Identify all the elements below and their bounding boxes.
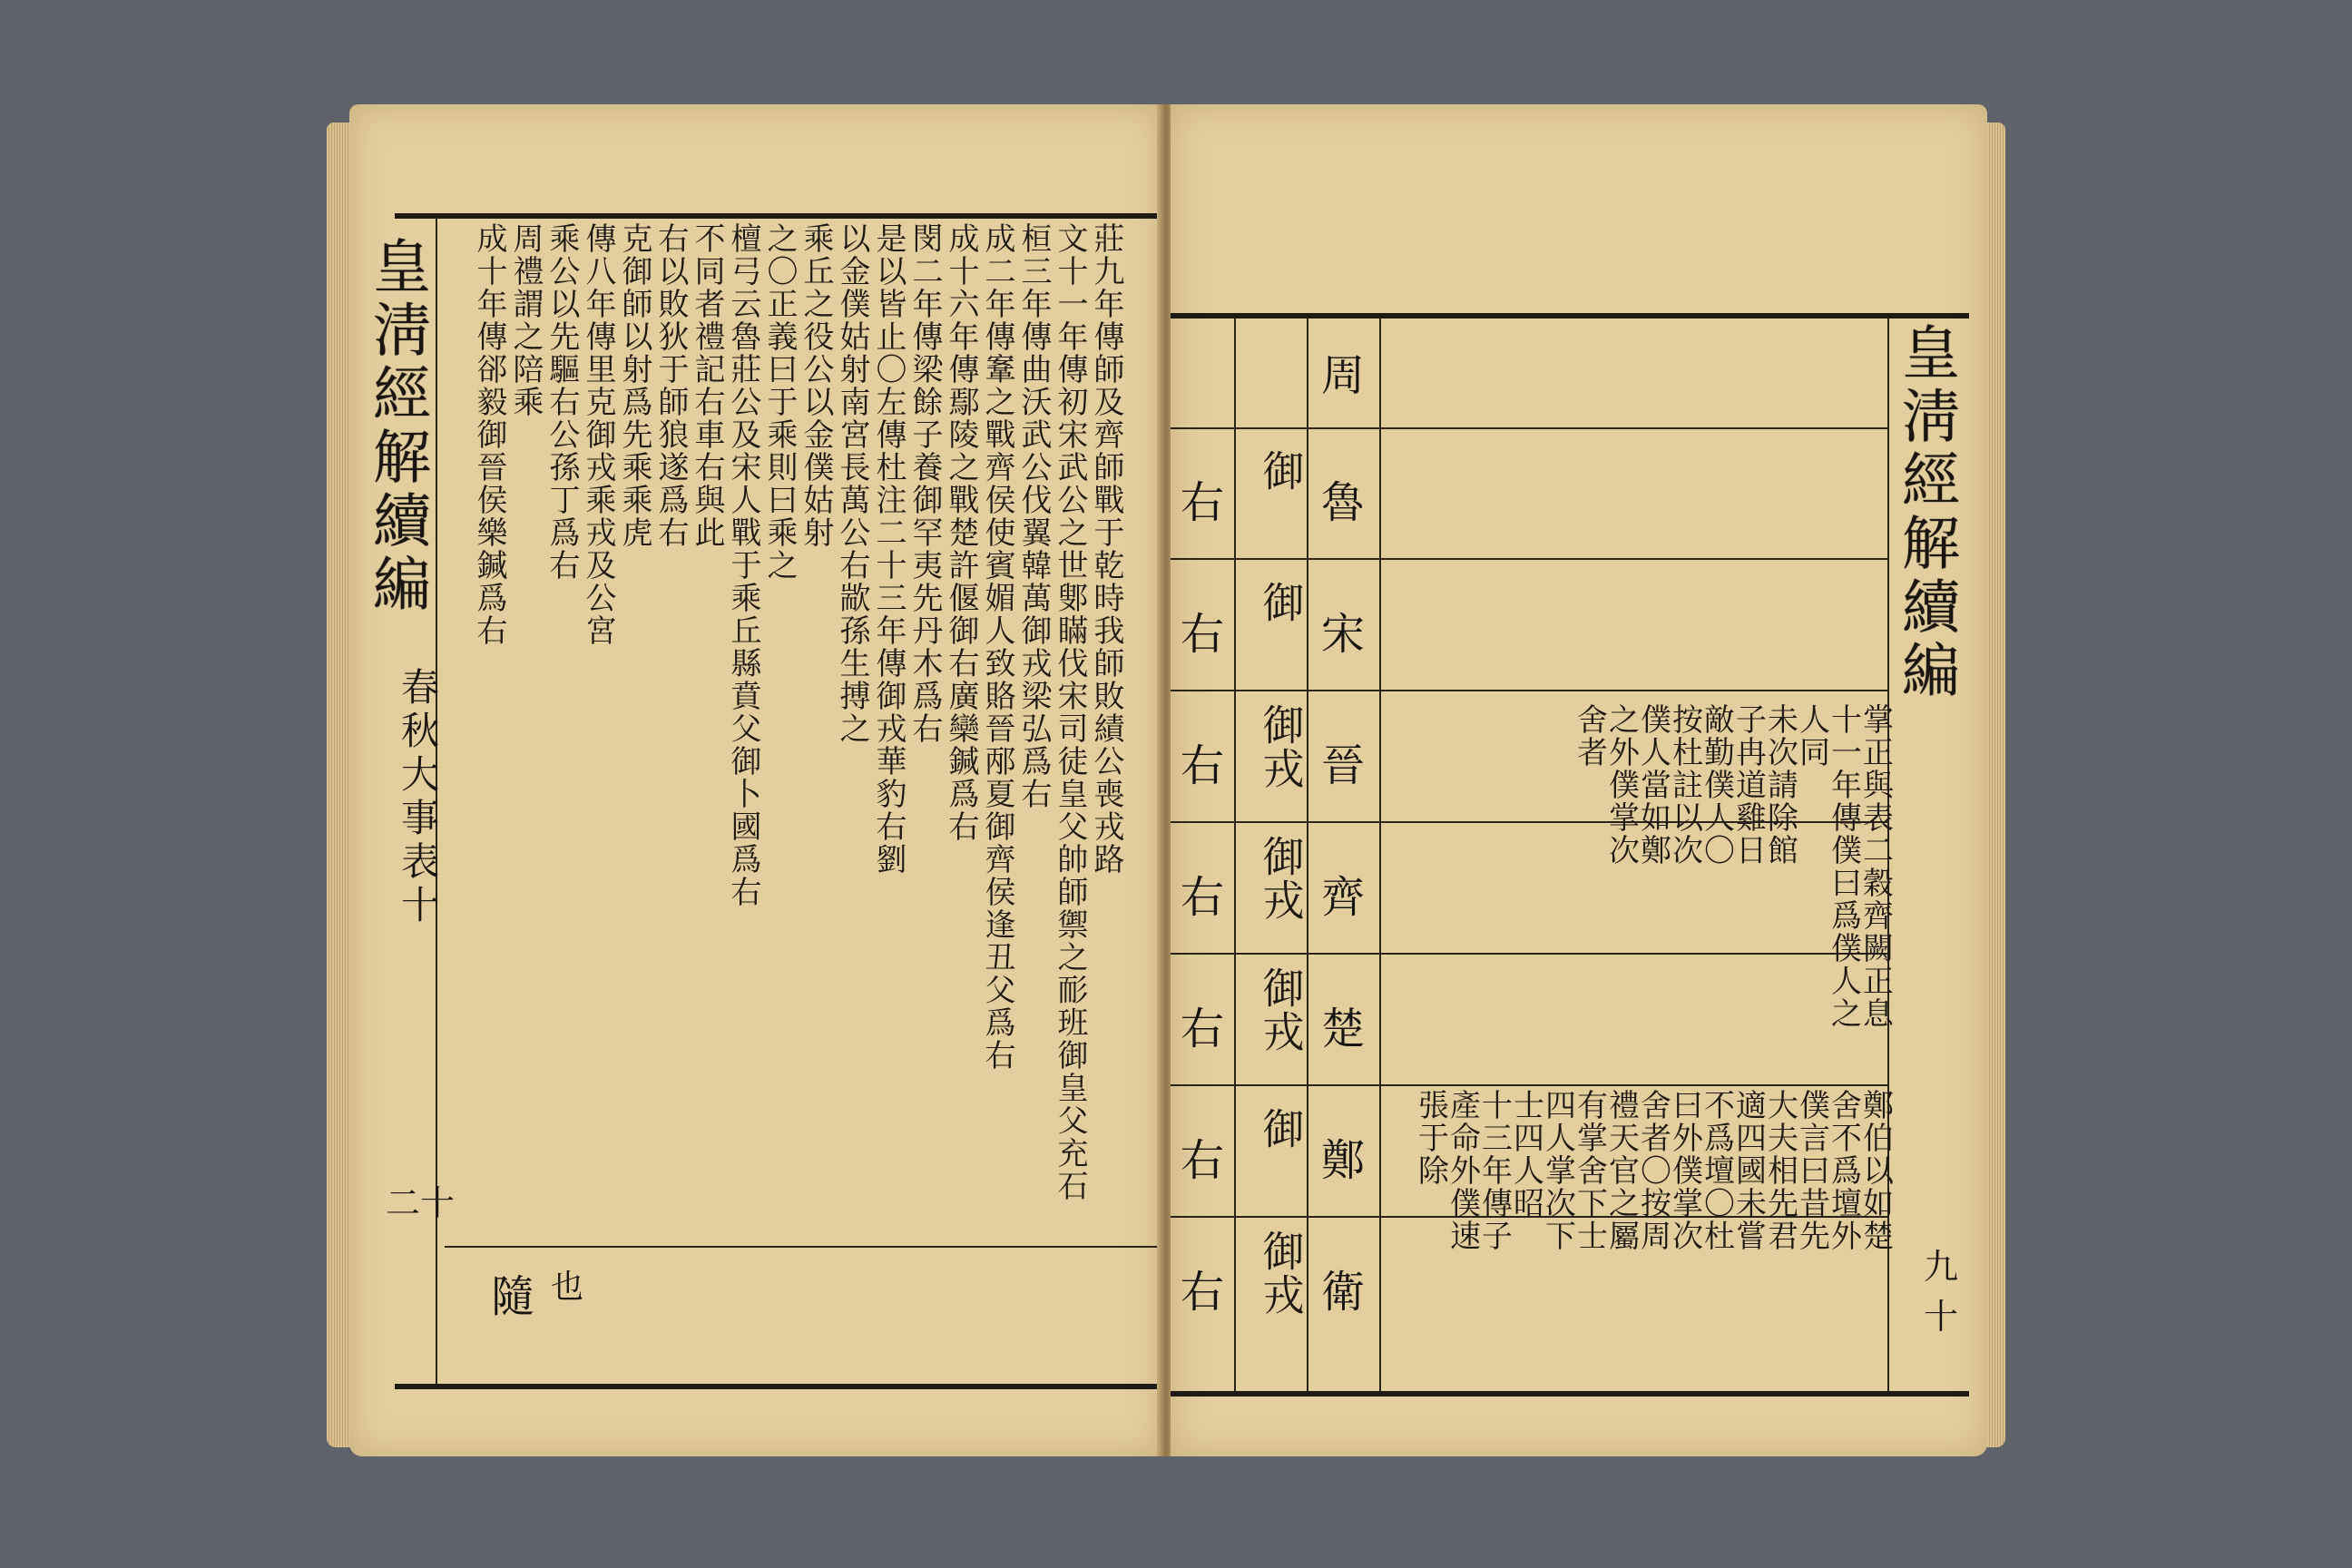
note-column-21: 四人掌次下 [1539,1089,1576,1252]
note-column-19: 禮天官之屬 [1602,1089,1640,1252]
top-rule-right [1171,313,1969,318]
state-lu: 魯 [1320,477,1365,528]
yu-cell-7: 御戎 [1256,1230,1306,1317]
note-column-6: 敵勤僕人〇 [1698,703,1735,867]
page-subtitle: 春秋大事表十 [396,667,440,928]
note-column-2: 十一年傳僕曰爲僕人之 [1825,703,1862,1030]
you-cell-2: 右 [1180,609,1224,660]
lower-column-5: 周禮謂之陪乘 [507,222,544,418]
folio-number-right: 九十 [1924,1247,1959,1337]
lower-column-4: 乘公以先驅右公孫丁爲右 [544,222,580,582]
lower-column-2: 克御師以射爲先乘乘虎 [616,222,652,549]
lower-column-6: 成十年傳郤毅御晉侯樂鍼爲右 [471,222,507,647]
note-column-1: 掌正與表二穀齊闕正息 [1857,703,1894,1030]
note-column-5: 子冉道雞日 [1730,703,1767,867]
commentary-column-2: 文十一年傳初宋武公之世鄋瞞伐宋司徒皇父帥師禦之耏班御皇父充石 [1052,222,1088,1202]
note-column-24: 產命外僕速 [1444,1089,1481,1252]
you-cell-5: 右 [1180,1004,1224,1054]
state-qi: 齊 [1320,872,1365,923]
grid-row-2 [1171,558,1887,560]
footer-entry: 隨 [490,1271,534,1322]
state-zheng: 鄭 [1320,1135,1365,1186]
state-zhou: 周 [1320,350,1365,401]
left-page [349,104,1161,1456]
note-column-17: 曰外僕掌次 [1666,1089,1703,1252]
commentary-column-4: 成二年傳鞌之戰齊侯使賓媚人致賂晉邴夏御齊侯逢丑父爲右 [979,222,1015,1072]
page-title-right: 皇淸經解續編 [1892,322,1959,703]
commentary-column-5: 成十六年傳鄢陵之戰楚許偃御右廣欒鍼爲右 [943,222,979,843]
page-title: 皇淸經解續編 [363,236,430,617]
note-column-8: 僕人當如鄭 [1634,703,1671,867]
state-jin: 晉 [1320,740,1365,791]
you-cell-3: 右 [1180,740,1224,791]
commentary-column-7: 是以皆止〇左傳杜注二十三年傳御戎華豹右劉 [870,222,906,876]
grid-row-1 [1171,427,1887,429]
you-cell-6: 右 [1180,1135,1224,1186]
yu-cell-3: 御戎 [1256,703,1306,790]
lower-column-3: 傳八年傳里克御戎乘戎及公宮 [580,222,616,647]
grid-row-5 [1171,953,1887,955]
commentary-column-3: 桓三年傳曲沃武公伐翼韓萬御戎梁弘爲右 [1015,222,1052,810]
state-wei: 衛 [1320,1267,1365,1318]
grid-row-6 [1171,1084,1887,1086]
note-column-3: 人同 [1793,703,1830,769]
note-column-16: 不爲壇〇杜 [1698,1089,1735,1252]
commentary-column-10: 之〇正義曰于乘則曰乘之 [761,222,798,582]
note-column-14: 大夫相先君 [1761,1089,1798,1252]
note-column-18: 舍者〇按周 [1634,1089,1671,1252]
yu-cell-6: 御 [1256,1107,1306,1151]
you-cell-1: 右 [1180,477,1224,528]
bottom-rule [395,1384,1161,1389]
note-column-12: 舍不爲壇外 [1825,1089,1862,1252]
note-column-4: 未次請除館 [1761,703,1798,867]
commentary-column-12: 不同者禮記右車右與此 [689,222,725,549]
you-cell-4: 右 [1180,872,1224,923]
yu-cell-4: 御戎 [1256,835,1306,922]
open-book [327,86,2005,1484]
state-song: 宋 [1320,609,1365,660]
right-page [1171,104,1987,1456]
yu-cell-5: 御戎 [1256,966,1306,1054]
commentary-column-11: 檀弓云魯莊公及宋人戰于乘丘縣賁父御卜國爲右 [725,222,761,908]
note-column-13: 僕言曰昔先 [1793,1089,1830,1252]
grid-col-1 [1234,318,1236,1391]
note-column-10: 舍者 [1571,703,1608,769]
note-column-9: 之外僕掌次 [1602,703,1640,867]
yu-cell-2: 御 [1256,581,1306,624]
you-cell-7: 右 [1180,1267,1224,1318]
note-column-25: 張于除 [1412,1089,1449,1187]
note-column-20: 有掌舍下士 [1571,1089,1608,1252]
footer-entry-2: 也 [550,1269,583,1306]
note-column-23: 十三年傳子 [1475,1089,1513,1252]
note-column-11: 鄭伯以如楚 [1857,1089,1894,1252]
grid-col-3 [1379,318,1381,1391]
grid-row-3 [1171,690,1887,691]
state-chu: 楚 [1320,1004,1365,1054]
note-column-7: 按杜註以次 [1666,703,1703,867]
footer-divider [445,1246,1161,1248]
note-column-15: 適四國未嘗 [1730,1089,1767,1252]
lower-column-1: 右以敗狄于師狼遂爲右 [652,222,689,549]
grid-col-2 [1307,318,1308,1391]
commentary-column-8: 以金僕姑射南宮長萬公右歂孫生搏之 [834,222,870,745]
top-rule [395,213,1161,219]
yu-cell-1: 御 [1256,449,1306,493]
bottom-rule-right [1171,1391,1969,1396]
commentary-column-6: 閔二年傳梁餘子養御罕夷先丹木爲右 [906,222,943,745]
note-column-22: 士四人昭 [1507,1089,1544,1220]
folio-number: 二十 [386,1183,456,1223]
commentary-column-9: 乘丘之役公以金僕姑射 [798,222,834,549]
commentary-column-1: 莊九年傳師及齊師戰于乾時我師敗績公喪戎路 [1088,222,1124,876]
